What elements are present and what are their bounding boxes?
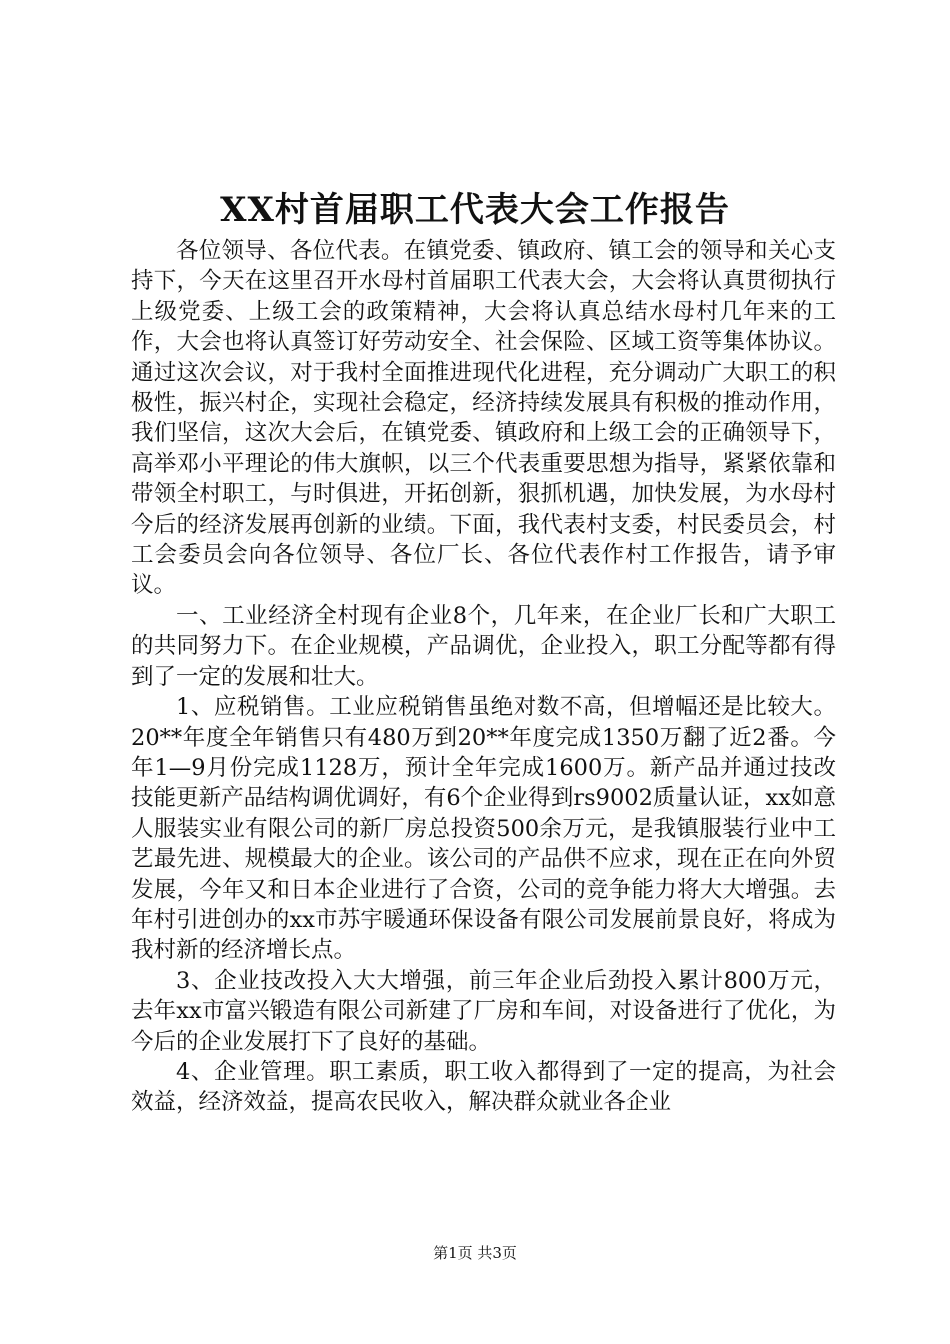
paragraph-industrial-economy: 一、工业经济全村现有企业8个，几年来，在企业厂长和广大职工的共同努力下。在企业规模，产品调优，企业投入，职工分配等都有得到了一定的发展和壮大。 [131, 602, 836, 690]
page-number-footer: 第1页 共3页 [433, 1244, 517, 1262]
paragraph-enterprise-management: 4、企业管理。职工素质，职工收入都得到了一定的提高，为社会效益，经济效益，提高农民收入，解决群众就业各企业 [131, 1058, 836, 1116]
document-title: XX村首届职工代表大会工作报告 [220, 190, 730, 230]
paragraph-technical-investment: 3、企业技改投入大大增强，前三年企业后劲投入累计800万元，去年xx市富兴锻造有限公司新建了厂房和车间，对设备进行了优化，为今后的企业发展打下了良好的基础。 [131, 967, 836, 1055]
paragraph-taxable-sales: 1、应税销售。工业应税销售虽绝对数不高，但增幅还是比较大。20**年度全年销售只有480万到20**年度完成1350万翻了近2番。今年1—9月份完成1128万，预计全年完成1600万。新产品并通过技改技能更新产品结构调优调好，有6个企业得到rs9002质量认证，xx如意人服装实业有限公司的新厂房总投资500余万元，是我镇服装行业中工艺最先进、规模最大的企业。该公司的产品供不应求，现在正在向外贸发展，今年又和日本企业进行了合资，公司的竞争能力将大大增强。去年村引进创办的xx市苏宇暖通环保设备有限公司发展前景良好，将成为我村新的经济增长点。 [131, 694, 836, 964]
document-body [131, 236, 836, 1118]
paragraph-intro: 各位领导、各位代表。在镇党委、镇政府、镇工会的领导和关心支持下，今天在这里召开水母村首届职工代表大会，大会将认真贯彻执行上级党委、上级工会的政策精神，大会将认真总结水母村几年来的工作，大会也将认真签订好劳动安全、社会保险、区域工资等集体协议。通过这次会议，对于我村全面推进现代化进程，充分调动广大职工的积极性，振兴村企，实现社会稳定，经济持续发展具有积极的推动作用，我们坚信，这次大会后，在镇党委、镇政府和上级工会的正确领导下，高举邓小平理论的伟大旗帜，以三个代表重要思想为指导，紧紧依靠和带领全村职工，与时俱进，开拓创新，狠抓机遇，加快发展，为水母村今后的经济发展再创新的业绩。下面，我代表村支委，村民委员会，村工会委员会向各位领导、各位厂长、各位代表作村工作报告，请予审议。 [131, 238, 836, 599]
